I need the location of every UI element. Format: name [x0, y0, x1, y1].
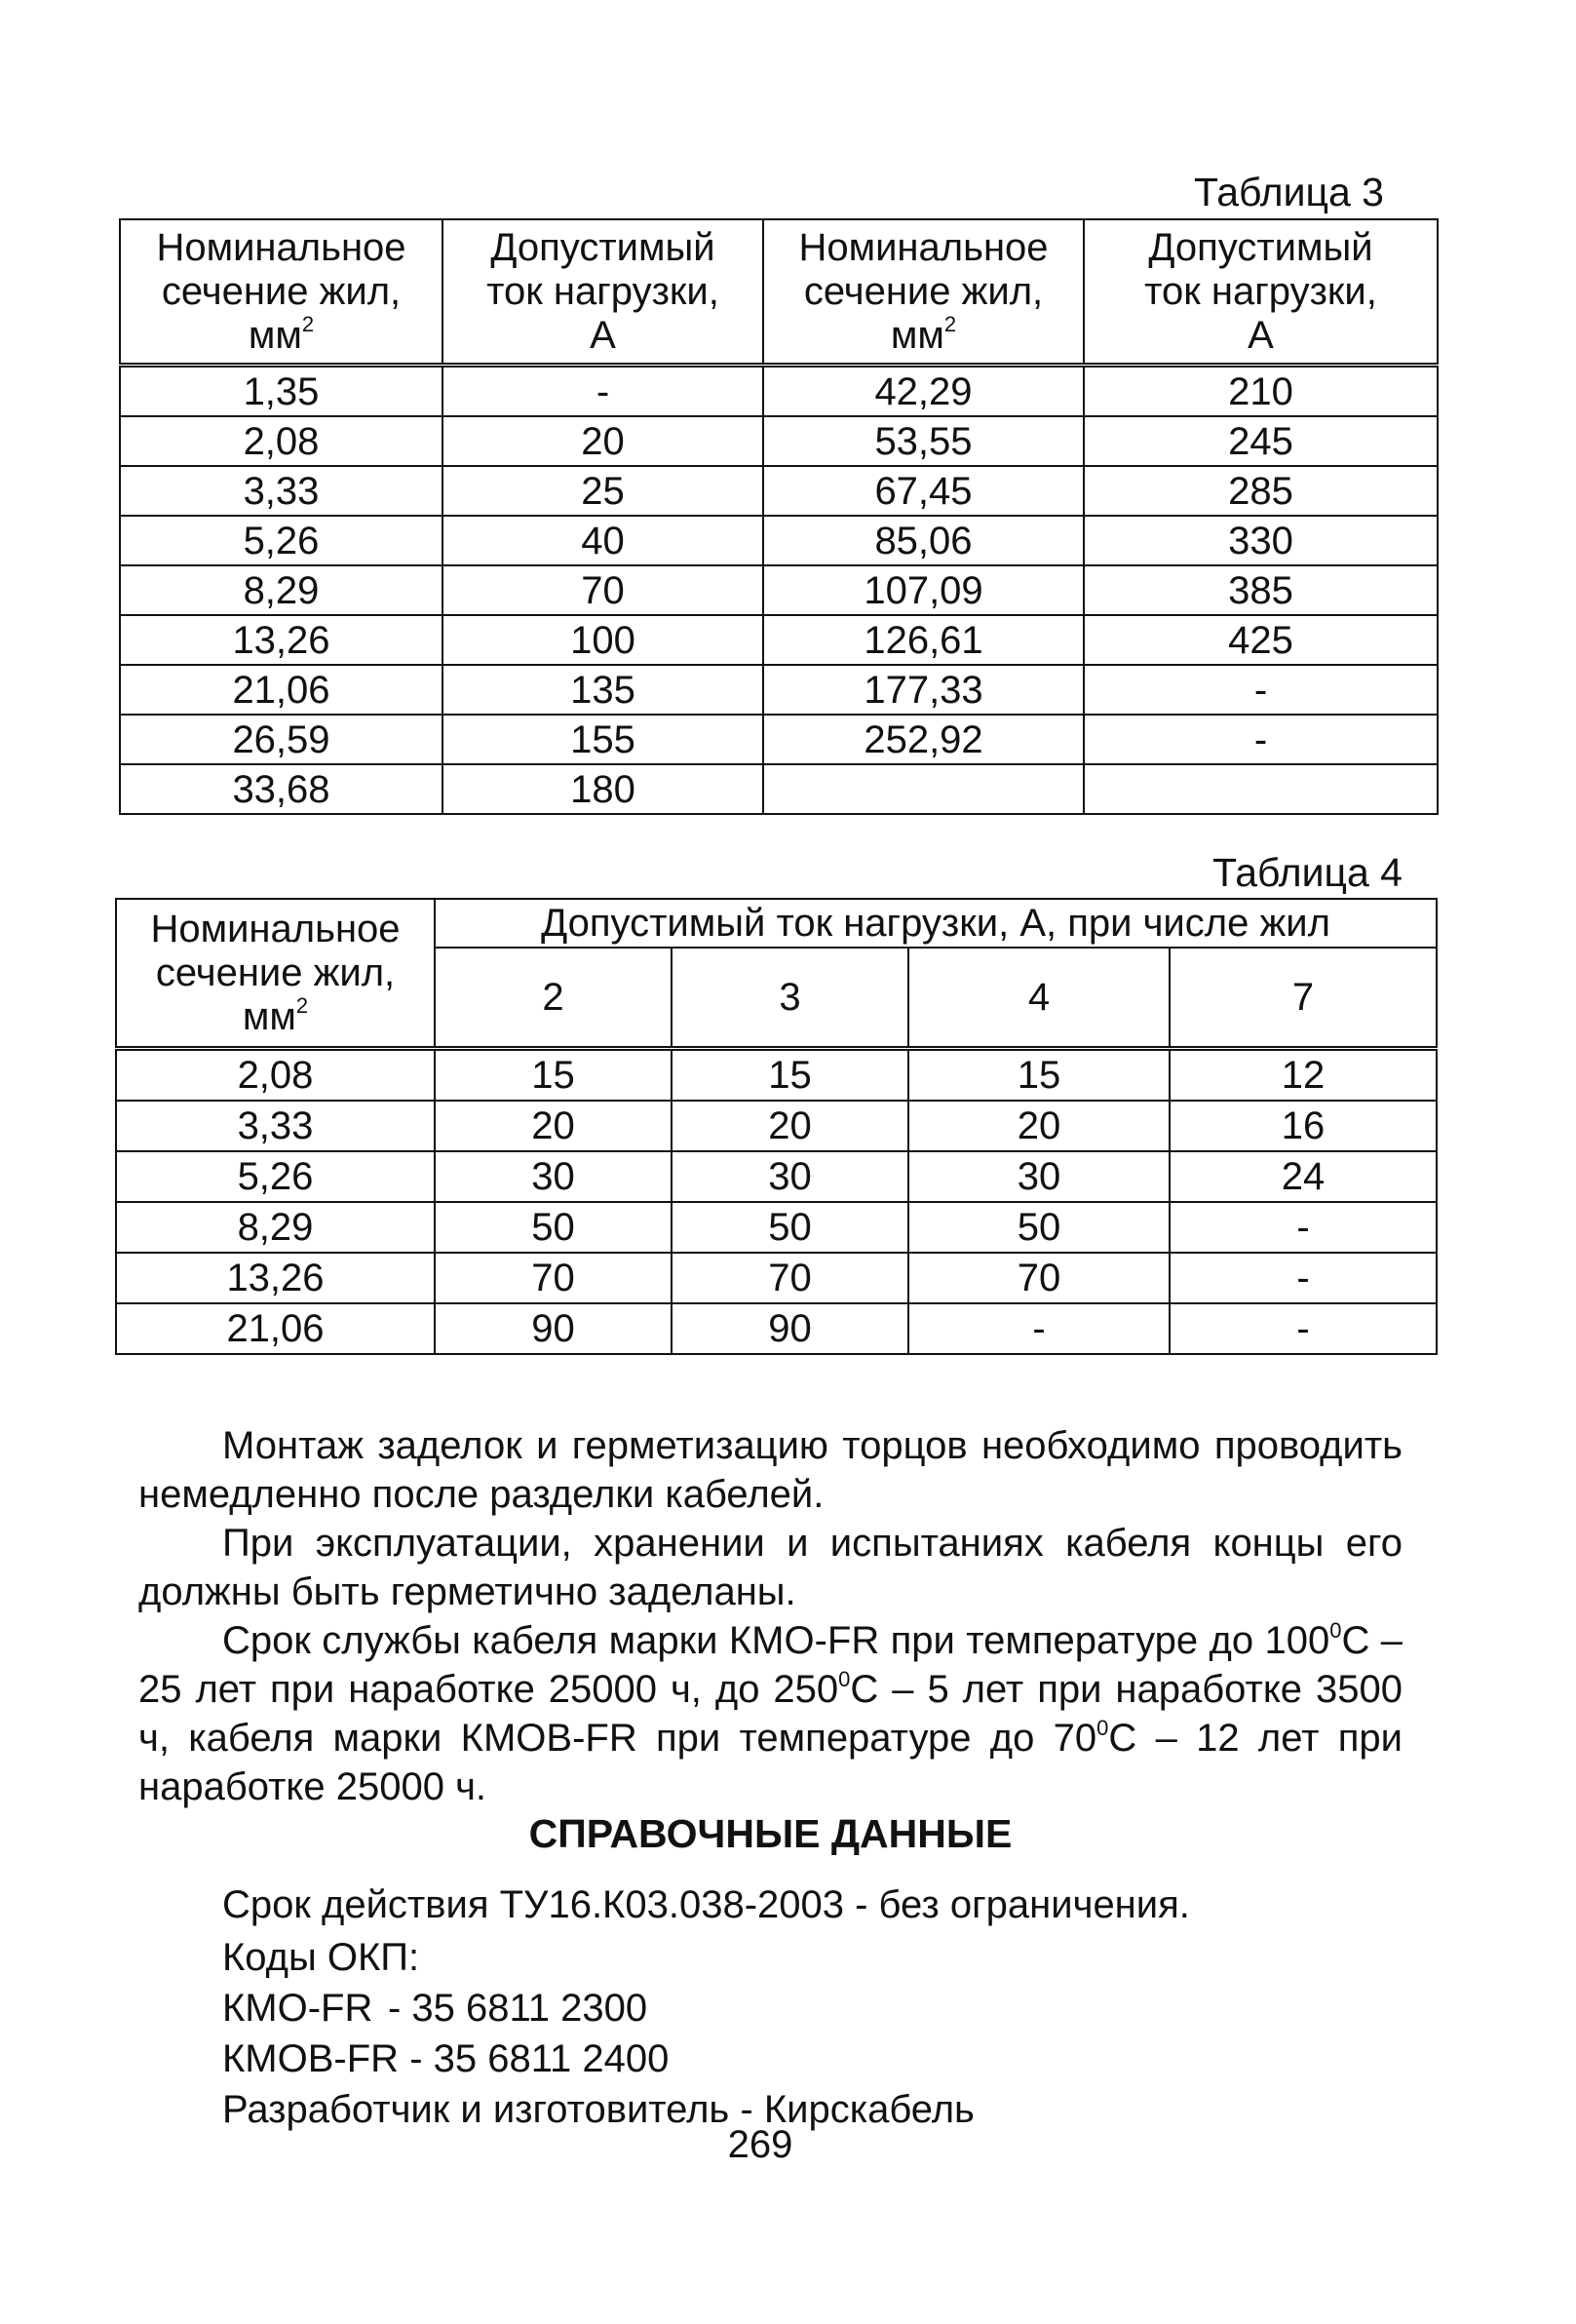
table3-cell	[1084, 764, 1438, 814]
table3-cell: 126,61	[763, 615, 1084, 665]
table4-cell: 15	[435, 1049, 672, 1102]
t3-header-section-2: Номинальное сечение жил, $мм^2$	[763, 219, 1084, 366]
table4-cell: -	[1170, 1253, 1437, 1303]
t3-header-current-1: Допустимый ток нагрузки, А	[442, 219, 763, 366]
code-value: - 35 6811 2400	[409, 2037, 670, 2080]
t4-header-wires-2: 2	[435, 948, 672, 1049]
table4-cell: 16	[1170, 1101, 1437, 1151]
table4-cell: 90	[672, 1303, 908, 1354]
table4-cell: 8,29	[116, 1202, 435, 1253]
reference-heading: СПРАВОЧНЫЕ ДАННЫЕ	[528, 1811, 1013, 1856]
table3-cell: 2,08	[120, 416, 442, 466]
table-row	[120, 615, 1438, 665]
t4-header-wires-7: 7	[1170, 948, 1437, 1049]
developer-line: Разработчик и изготовитель - Кирскабель	[222, 2088, 975, 2131]
table4-cell: 2,08	[116, 1049, 435, 1102]
code-line-kmo	[222, 1985, 647, 2032]
t4-header-section: Номинальное сечение жил, $мм^2$	[116, 899, 435, 1049]
table-row	[120, 565, 1438, 615]
table4-cell: 70	[672, 1253, 908, 1303]
table3-cell: 5,26	[120, 516, 442, 565]
table-4	[115, 898, 1438, 1355]
table-row	[120, 366, 1438, 417]
table3-cell: -	[442, 366, 763, 417]
table4-cell: 30	[435, 1151, 672, 1202]
table-row	[120, 516, 1438, 565]
table4-cell: 20	[435, 1101, 672, 1151]
table3-cell: 40	[442, 516, 763, 565]
table4-cell: 3,33	[116, 1101, 435, 1151]
table4-cell: 5,26	[116, 1151, 435, 1202]
table4-cell: 12	[1170, 1049, 1437, 1102]
table3-cell: 245	[1084, 416, 1438, 466]
table-row	[116, 1151, 1437, 1202]
t3-body	[120, 366, 1438, 815]
table3-cell: 135	[442, 665, 763, 715]
t3-header-current-2: Допустимый ток нагрузки, А	[1084, 219, 1438, 366]
table3-cell: 70	[442, 565, 763, 615]
table3-cell: 107,09	[763, 565, 1084, 615]
table4-cell: 13,26	[116, 1253, 435, 1303]
table3-cell: 385	[1084, 565, 1438, 615]
paragraph-service-life: Срок службы кабеля марки КМО-FR при температуре до $100^0С - 25$ лет при наработке 25000 ч, до $250^0С - 5$ лет при наработке 3500 ч, кабеля марки КМОВ-FR при температуре до $70^0С - 12$ лет при наработке 25000 ч.	[138, 1617, 1403, 1808]
code-name: КМО-FR	[222, 1987, 373, 2030]
table3-caption: Таблица 3	[1194, 170, 1384, 214]
t4-header-wires-3: 3	[672, 948, 908, 1049]
table-row	[120, 466, 1438, 516]
table3-cell: 252,92	[763, 715, 1084, 764]
table-row	[116, 1202, 1437, 1253]
okp-label: Коды ОКП:	[222, 1936, 420, 1979]
table3-cell: 177,33	[763, 665, 1084, 715]
table3-cell: 33,68	[120, 764, 442, 814]
table4-cell: 20	[672, 1101, 908, 1151]
table3-cell: 180	[442, 764, 763, 814]
table4-cell: 21,06	[116, 1303, 435, 1354]
body-text	[138, 1421, 1403, 1811]
table3-cell: 26,59	[120, 715, 442, 764]
t4-body	[116, 1049, 1437, 1355]
table4-cell: -	[908, 1303, 1170, 1354]
table3-cell: 13,26	[120, 615, 442, 665]
table3-cell: 210	[1084, 366, 1438, 417]
table3-cell: 67,45	[763, 466, 1084, 516]
code-line-kmov	[222, 2035, 669, 2082]
table-row	[116, 1253, 1437, 1303]
table3-cell: 155	[442, 715, 763, 764]
table-row	[116, 1303, 1437, 1354]
table-row	[120, 416, 1438, 466]
table-row	[120, 764, 1438, 814]
table4-cell: 20	[908, 1101, 1170, 1151]
validity-line: Срок действия ТУ16.К03.038-2003 - без ограничения.	[222, 1883, 1190, 1926]
table4-cell: 70	[908, 1253, 1170, 1303]
table-3	[119, 218, 1439, 815]
table4-caption: Таблица 4	[1212, 850, 1403, 895]
code-value: - 35 6811 2300	[388, 1987, 648, 2030]
table4-cell: 24	[1170, 1151, 1437, 1202]
table3-cell: 285	[1084, 466, 1438, 516]
table-row	[116, 1101, 1437, 1151]
code-name: КМОВ-FR	[222, 2037, 400, 2080]
table3-cell: -	[1084, 715, 1438, 764]
table3-cell: 21,06	[120, 665, 442, 715]
table3-cell	[763, 764, 1084, 814]
table3-cell: 330	[1084, 516, 1438, 565]
table4-cell: -	[1170, 1303, 1437, 1354]
t4-header-wires-4: 4	[908, 948, 1170, 1049]
table3-cell: 20	[442, 416, 763, 466]
table4-cell: 15	[672, 1049, 908, 1102]
table3-cell: 1,35	[120, 366, 442, 417]
table4-cell: 30	[908, 1151, 1170, 1202]
table-row	[116, 1049, 1437, 1102]
paragraph-sealing: При эксплуатации, хранении и испытаниях кабеля концы его должны быть герметично заделаны.	[138, 1522, 1403, 1613]
table3-cell: 53,55	[763, 416, 1084, 466]
table4-cell: 50	[435, 1202, 672, 1253]
table4-cell: 90	[435, 1303, 672, 1354]
table4-cell: 15	[908, 1049, 1170, 1102]
table3-cell: 42,29	[763, 366, 1084, 417]
table3-cell: 3,33	[120, 466, 442, 516]
table3-cell: -	[1084, 665, 1438, 715]
table4-cell: 50	[908, 1202, 1170, 1253]
table3-cell: 85,06	[763, 516, 1084, 565]
page-number: 269	[727, 2123, 793, 2166]
t3-header-section-1: Номинальное сечение жил, $мм^2$	[120, 219, 442, 366]
t4-header-group: Допустимый ток нагрузки, А, при числе жил	[435, 899, 1437, 948]
table3-cell: 25	[442, 466, 763, 516]
table4-cell: -	[1170, 1202, 1437, 1253]
table3-cell: 100	[442, 615, 763, 665]
table3-cell: 425	[1084, 615, 1438, 665]
table-row	[120, 665, 1438, 715]
paragraph-installation: Монтаж заделок и герметизацию торцов необходимо проводить немедленно после разделки кабелей.	[138, 1424, 1403, 1516]
table3-cell: 8,29	[120, 565, 442, 615]
table-row	[120, 715, 1438, 764]
table4-cell: 30	[672, 1151, 908, 1202]
table4-cell: 50	[672, 1202, 908, 1253]
table4-cell: 70	[435, 1253, 672, 1303]
